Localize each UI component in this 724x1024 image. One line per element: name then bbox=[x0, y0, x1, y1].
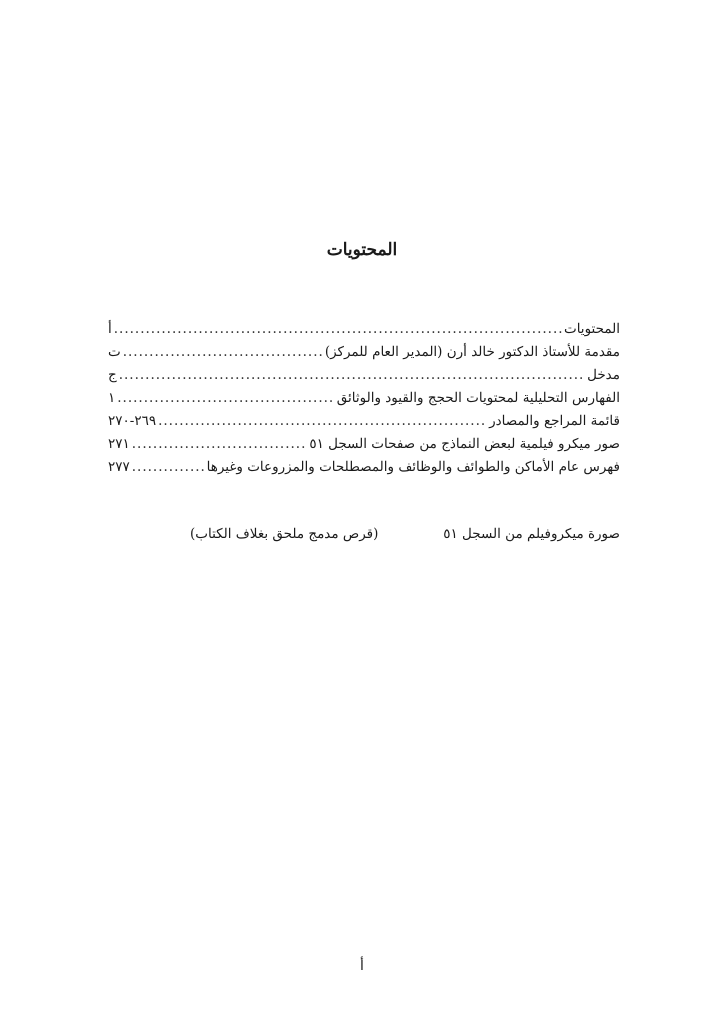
toc-entry-title: مدخل bbox=[587, 367, 620, 383]
toc-entry bbox=[108, 433, 620, 456]
toc-entry bbox=[108, 318, 620, 341]
toc-entry-page: ١ bbox=[108, 390, 116, 406]
toc-entry-page: ٢٧١ bbox=[108, 436, 130, 452]
toc-entry-title: المحتويات bbox=[563, 321, 620, 337]
toc-entry bbox=[108, 456, 620, 479]
page-title: المحتويات bbox=[326, 240, 398, 260]
page-number: أ bbox=[360, 958, 364, 974]
toc-entry-page: ت bbox=[108, 344, 121, 360]
toc-entry bbox=[108, 364, 620, 387]
toc-entry-title: مقدمة للأستاذ الدكتور خالد أرن (المدير العام للمركز) bbox=[324, 344, 620, 360]
toc-dot-leader bbox=[117, 387, 334, 410]
toc-entry bbox=[108, 387, 620, 410]
toc-entry bbox=[108, 410, 620, 433]
toc-entry-title: الفهارس التحليلية لمحتويات الحجج والقيود والوثائق bbox=[336, 390, 620, 406]
microfilm-note: صورة ميكروفيلم من السجل ٥١ bbox=[443, 526, 620, 542]
table-of-contents bbox=[108, 318, 620, 479]
toc-entry-page: أ bbox=[108, 321, 112, 337]
toc-dot-leader bbox=[132, 456, 205, 479]
toc-dot-leader bbox=[114, 318, 562, 341]
toc-entry-page: ٢٧٧ bbox=[108, 459, 130, 475]
toc-entry-page: ٢٦٩-٢٧٠ bbox=[108, 413, 157, 429]
toc-entry-title: فهرس عام الأماكن والطوائف والوظائف والمصطلحات والمزروعات وغيرها bbox=[206, 459, 620, 475]
appendix-notes bbox=[190, 526, 620, 542]
toc-entry-title: قائمة المراجع والمصادر bbox=[489, 413, 620, 429]
toc-entry-title: صور ميكرو فيلمية لبعض النماذج من صفحات السجل ٥١ bbox=[309, 436, 620, 452]
toc-entry-page: ج bbox=[108, 367, 117, 383]
disc-note: (قرص مدمج ملحق بغلاف الكتاب) bbox=[190, 526, 379, 542]
toc-dot-leader bbox=[132, 433, 308, 456]
toc-dot-leader bbox=[158, 410, 487, 433]
toc-entry bbox=[108, 341, 620, 364]
toc-dot-leader bbox=[119, 364, 585, 387]
toc-dot-leader bbox=[123, 341, 323, 364]
